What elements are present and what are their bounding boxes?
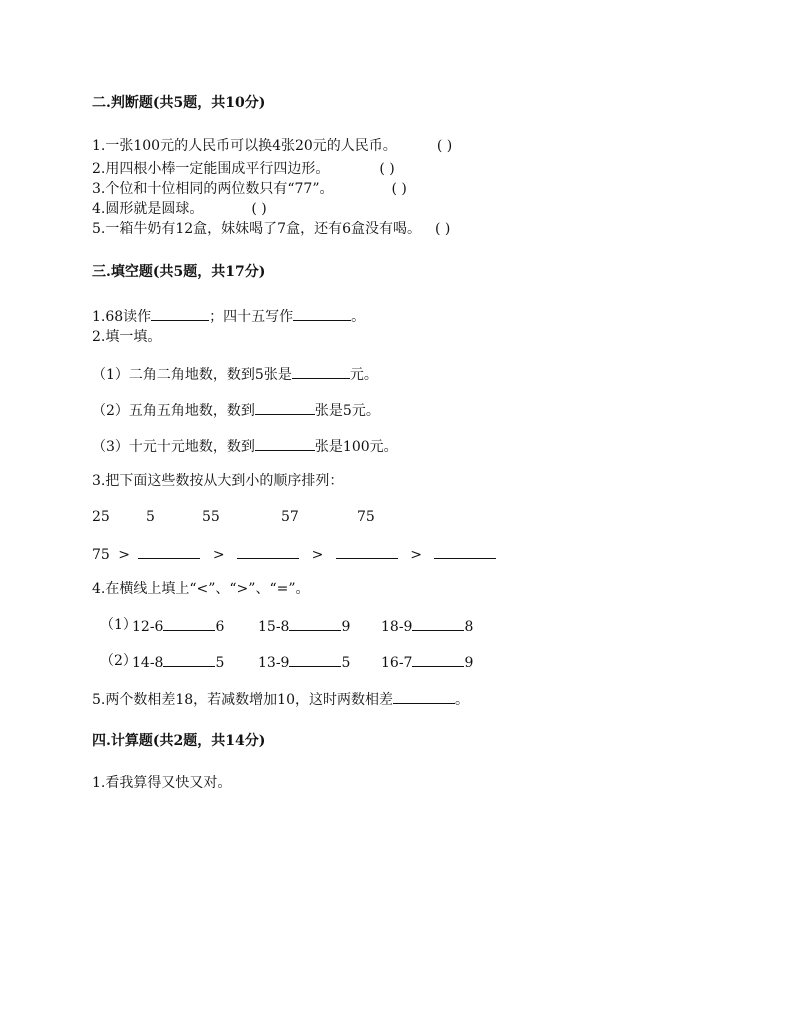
answer-blank[interactable]: [151, 306, 209, 321]
judge-question-2: 2.用四根小棒一定能围成平行四边形。 ( ): [92, 161, 395, 177]
judge-question-5: 5.一箱牛奶有12盒，妹妹喝了7盒，还有6盒没有喝。 ( ): [92, 221, 451, 237]
answer-blank[interactable]: [163, 616, 215, 631]
section-title-calc: 四.计算题(共2题，共14分): [92, 733, 266, 749]
ordering-row: 75 > > > >: [92, 544, 496, 564]
judge-question-4: 4.圆形就是圆球。 ( ): [92, 201, 267, 217]
compare-item: 12-6 6: [132, 616, 224, 636]
answer-blank[interactable]: [292, 364, 350, 379]
answer-blank[interactable]: [289, 652, 341, 667]
compare-item: 13-9 5: [258, 652, 350, 672]
answer-blank[interactable]: [289, 616, 341, 631]
answer-blank[interactable]: [255, 436, 315, 451]
answer-paren[interactable]: ( ): [435, 221, 451, 237]
number-item: 5: [146, 509, 155, 525]
gt-sign: >: [410, 547, 422, 563]
fill-question-5: 5.两个数相差18，若减数增加10，这时两数相差 。: [92, 689, 469, 709]
fill-question-2-3: （3）十元十元地数，数到 张是100元。: [92, 436, 398, 456]
compare-item: 18-9 8: [381, 616, 473, 636]
answer-blank[interactable]: [255, 400, 315, 415]
answer-paren[interactable]: ( ): [379, 161, 395, 177]
answer-blank[interactable]: [163, 652, 215, 667]
answer-blank[interactable]: [412, 616, 464, 631]
compare-row-label: （1）: [100, 617, 137, 633]
fill-question-3: 3.把下面这些数按从大到小的顺序排列：: [92, 473, 344, 489]
answer-paren[interactable]: ( ): [391, 181, 407, 197]
answer-blank[interactable]: [293, 306, 351, 321]
compare-item: 16-7 9: [381, 652, 473, 672]
compare-row-label: （2）: [100, 653, 137, 669]
answer-blank[interactable]: [336, 544, 398, 559]
fill-question-4: 4.在横线上填上“<”、“>”、“=”。: [92, 581, 310, 597]
number-item: 55: [202, 509, 220, 525]
fill-question-2-2: （2）五角五角地数，数到 张是5元。: [92, 400, 380, 420]
answer-blank[interactable]: [412, 652, 464, 667]
judge-question-1: 1.一张100元的人民币可以换4张20元的人民币。 ( ): [92, 138, 453, 154]
gt-sign: >: [212, 547, 225, 563]
answer-blank[interactable]: [393, 689, 455, 704]
judge-question-3: 3.个位和十位相同的两位数只有“77”。 ( ): [92, 181, 407, 197]
fill-question-1: 1.68读作 ；四十五写作 。: [92, 306, 365, 326]
calc-question-1: 1.看我算得又快又对。: [92, 775, 232, 791]
section-title-judge: 二.判断题(共5题，共10分): [92, 95, 266, 111]
compare-item: 15-8 9: [258, 616, 350, 636]
fill-question-2: 2.填一填。: [92, 329, 162, 345]
answer-paren[interactable]: ( ): [251, 201, 267, 217]
number-item: 57: [281, 509, 299, 525]
answer-paren[interactable]: ( ): [436, 138, 453, 154]
compare-item: 14-8 5: [132, 652, 224, 672]
number-item: 75: [357, 509, 375, 525]
fill-question-2-1: （1）二角二角地数，数到5张是 元。: [92, 364, 378, 384]
answer-blank[interactable]: [138, 544, 200, 559]
number-item: 25: [92, 509, 110, 525]
gt-sign: >: [311, 547, 324, 563]
section-title-fill: 三.填空题(共5题，共17分): [92, 264, 266, 280]
answer-blank[interactable]: [237, 544, 299, 559]
answer-blank[interactable]: [434, 544, 496, 559]
gt-sign: >: [118, 547, 131, 563]
